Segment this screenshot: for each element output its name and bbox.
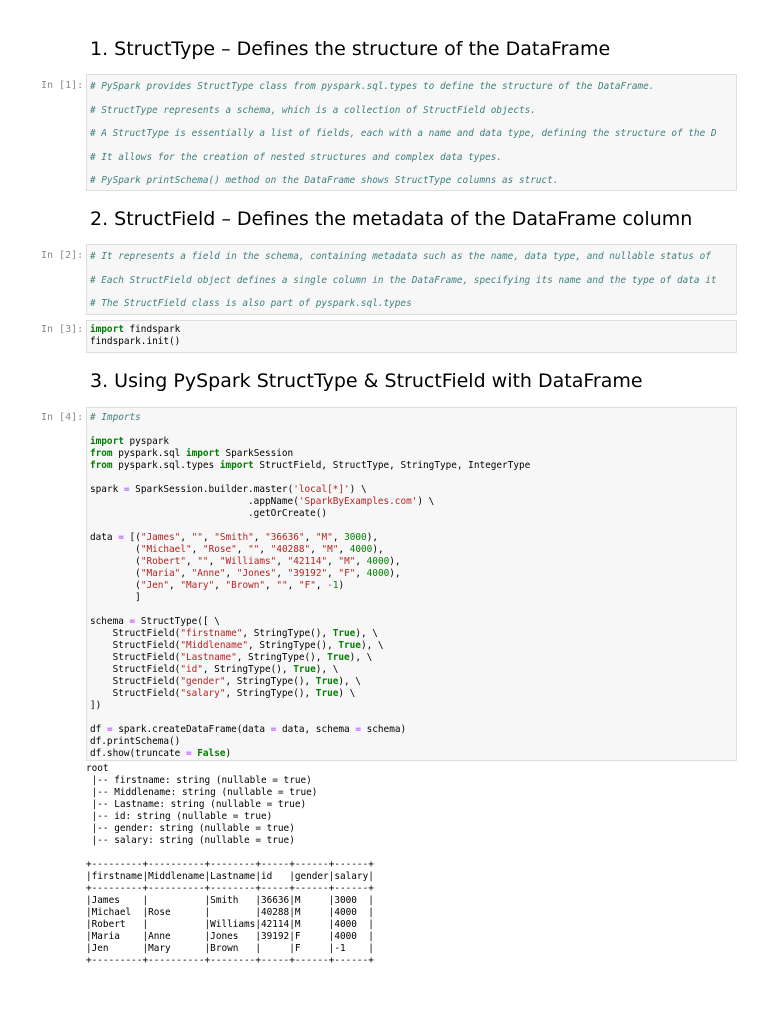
indent	[90, 556, 135, 567]
punct: (	[135, 568, 141, 579]
string-literal: "Maria"	[140, 568, 181, 579]
punct: ,	[208, 556, 220, 567]
code-text: findspark	[123, 324, 181, 335]
string-literal: "firstname"	[180, 628, 243, 639]
heading-using-structtype: 3. Using PySpark StructType & StructField with DataFrame	[90, 370, 643, 392]
data-rows	[90, 532, 401, 591]
data-row	[90, 568, 401, 579]
string-literal: "39192"	[287, 568, 328, 579]
code-text: ,	[327, 640, 339, 651]
operator: =	[123, 484, 130, 495]
code-text: SparkSession	[219, 448, 294, 459]
code-text: ()	[293, 676, 305, 687]
keyword: True	[332, 628, 356, 639]
comment-line: # It represents a field in the schema, containing metadata such as the name, data type, and nullable status of	[90, 251, 711, 262]
code-text: StructField(	[90, 688, 181, 699]
code-text: schema)	[360, 724, 407, 735]
heading-structfield: 2. StructField – Defines the metadata of the DataFrame column	[90, 208, 693, 230]
schema-fields	[90, 628, 384, 699]
cell-prompt-4: In [4]:	[41, 412, 84, 423]
cell-4-output	[86, 763, 374, 967]
cell-2-source	[87, 245, 736, 315]
schema-field-line	[90, 676, 361, 687]
punct: ,	[236, 544, 249, 555]
string-literal: "James"	[140, 532, 181, 543]
output-line: +---------+----------+--------+-----+------+------+	[86, 955, 374, 966]
string-literal: "42114"	[287, 556, 328, 567]
punct: ,	[355, 568, 367, 579]
cell-prompt-3: In [3]:	[41, 324, 84, 335]
code-text: ()	[315, 508, 328, 519]
comment-line: # It allows for the creation of nested structures and complex data types.	[90, 151, 503, 163]
code-text: ), \	[355, 628, 378, 639]
schema-field-line	[90, 652, 372, 663]
string-literal: "Middlename"	[180, 640, 249, 651]
code-text: ), \	[338, 676, 361, 687]
keyword: import	[90, 324, 124, 335]
punct: ,	[169, 580, 181, 591]
code-text: ) \	[349, 484, 367, 495]
code-text: StructField, StructType, StringType, IntegerType	[253, 460, 531, 471]
code-text: .getOrCreate	[90, 508, 316, 519]
punct: ,	[180, 532, 192, 543]
code-text: df	[90, 724, 107, 735]
code-text: ]	[90, 592, 141, 603]
code-text: StructField(	[90, 640, 181, 651]
string-literal: "F"	[298, 580, 316, 591]
output-line: |Jen |Mary |Brown | |F |-1 |	[86, 943, 374, 954]
string-literal: "Robert"	[140, 556, 186, 567]
punct: (	[135, 532, 141, 543]
code-text: pyspark.sql	[112, 448, 186, 459]
keyword: True	[338, 640, 361, 651]
code-text: ()	[169, 336, 181, 347]
comment-line: # PySpark provides StructType class from pyspark.sql.types to define the structure of the DataFrame.	[90, 81, 655, 92]
string-literal: "M"	[315, 532, 333, 543]
string-literal: "Mary"	[180, 580, 215, 591]
string-literal: "Michael"	[140, 544, 192, 555]
number-literal: 1	[332, 580, 339, 591]
string-literal: "Williams"	[219, 556, 277, 567]
string-literal: "40288"	[270, 544, 311, 555]
code-text: ()	[315, 640, 328, 651]
punct: ),	[372, 544, 384, 555]
punct: ,	[265, 580, 277, 591]
code-cell-2[interactable]	[86, 244, 737, 315]
operator: =	[118, 532, 124, 543]
comment-line: # PySpark printSchema() method on the DataFrame shows StructType columns as struct.	[90, 175, 559, 186]
string-literal: ""	[276, 580, 288, 591]
punct: (	[135, 556, 141, 567]
code-text: df.printSchema	[90, 736, 170, 747]
keyword: from	[90, 448, 113, 459]
string-literal: "M"	[321, 544, 339, 555]
string-literal: "Jones"	[236, 568, 277, 579]
punct: ,	[202, 532, 215, 543]
code-text: , StringType	[242, 628, 311, 639]
string-literal: "M"	[338, 556, 356, 567]
code-text: ,	[321, 628, 333, 639]
number-literal: 4000	[349, 544, 373, 555]
comment-line: # A StructType is essentially a list of fields, each with a name and data type, defining the structure of the D	[90, 128, 717, 139]
punct: ,	[214, 580, 226, 591]
keyword: True	[293, 664, 316, 675]
data-row	[90, 580, 344, 591]
string-literal: "Smith"	[214, 532, 254, 543]
code-text: ])	[90, 700, 102, 711]
punct: ,	[315, 580, 328, 591]
data-row	[90, 544, 384, 555]
data-row	[90, 556, 401, 567]
cell-prompt-1: In [1]:	[41, 80, 84, 91]
punct: ,	[338, 544, 350, 555]
code-text: ), \	[315, 664, 339, 675]
code-text: .appName(	[90, 496, 299, 507]
output-line: |-- firstname: string (nullable = true)	[91, 775, 312, 786]
code-text: StructField(	[90, 628, 181, 639]
operator: =	[185, 748, 192, 759]
number-literal: 3000	[344, 532, 367, 543]
code-text: ,	[304, 688, 316, 699]
code-text: spark	[90, 484, 124, 495]
operator: -	[327, 580, 333, 591]
code-text: ,	[304, 676, 316, 687]
code-text: pyspark	[123, 436, 170, 447]
keyword: True	[327, 652, 350, 663]
output-line: |Michael |Rose | |40288|M |4000 |	[86, 907, 374, 918]
punct: ,	[191, 544, 203, 555]
output-line: +---------+----------+--------+-----+------+------+	[86, 883, 374, 894]
string-literal: "F"	[338, 568, 356, 579]
keyword: False	[197, 748, 226, 759]
keyword: import	[185, 448, 220, 459]
code-text: StructField(	[90, 664, 181, 675]
cell-3-source	[87, 321, 736, 348]
output-line: root	[86, 763, 109, 774]
comment-line: # Each StructField object defines a single column in the DataFrame, specifying its name and the type of data it	[90, 274, 717, 286]
indent	[90, 568, 135, 579]
code-cell-1[interactable]	[86, 74, 737, 191]
output-line: +---------+----------+--------+-----+------+------+	[86, 859, 374, 870]
comment-line: # StructType represents a schema, which is a collection of StructField objects.	[90, 104, 536, 116]
string-literal: 'SparkByExamples.com'	[298, 496, 418, 507]
number-literal: 4000	[366, 568, 390, 579]
code-text: )	[225, 748, 232, 759]
output-line: |Robert | |Williams|42114|M |4000 |	[86, 919, 374, 930]
keyword: from	[90, 460, 113, 471]
punct: ,	[287, 580, 299, 591]
data-row	[135, 532, 378, 543]
cell-4-source	[87, 408, 736, 760]
string-literal: 'local[*]'	[293, 484, 350, 495]
code-text: ,	[315, 652, 328, 663]
punct: )	[338, 580, 345, 591]
code-cell-3[interactable]	[86, 320, 737, 353]
code-text: data	[90, 532, 119, 543]
number-literal: 4000	[366, 556, 390, 567]
output-line: |Maria |Anne |Jones |39192|F |4000 |	[86, 931, 374, 942]
code-text: ), \	[360, 640, 384, 651]
code-text: ) \	[417, 496, 435, 507]
code-text: StructField(	[90, 676, 181, 687]
punct: ,	[253, 532, 266, 543]
punct: ,	[327, 556, 339, 567]
indent	[90, 580, 135, 591]
code-text: , StringType	[248, 640, 316, 651]
code-text: , StringType	[236, 652, 305, 663]
schema-field-line	[90, 664, 338, 675]
code-text: ()	[270, 664, 282, 675]
code-text: df.show(truncate	[90, 748, 186, 759]
operator: =	[270, 724, 277, 735]
keyword: import	[219, 460, 254, 471]
output-line: |James | |Smith |36636|M |3000 |	[86, 895, 374, 906]
code-text: ()	[169, 736, 181, 747]
indent	[90, 544, 135, 555]
string-literal: "36636"	[265, 532, 305, 543]
operator: =	[355, 724, 361, 735]
heading-structtype: 1. StructType – Defines the structure of the DataFrame	[90, 38, 611, 60]
string-literal: ""	[197, 556, 209, 567]
punct: ,	[332, 532, 345, 543]
code-text: findspark.init	[90, 336, 170, 347]
code-cell-4[interactable]	[86, 407, 737, 761]
punct: ,	[259, 544, 271, 555]
string-literal: ""	[191, 532, 203, 543]
code-text: schema	[90, 616, 130, 627]
code-text: , StringType	[225, 688, 294, 699]
punct: (	[135, 544, 141, 555]
output-line: |-- gender: string (nullable = true)	[91, 823, 295, 834]
code-text: ) \	[338, 688, 356, 699]
keyword: True	[315, 688, 339, 699]
output-line: |-- id: string (nullable = true)	[91, 811, 273, 822]
code-text: , StringType	[225, 676, 294, 687]
output-line: |firstname|Middlename|Lastname|id |gender|salary|	[86, 871, 374, 882]
string-literal: "Anne"	[191, 568, 226, 579]
output-line: |-- salary: string (nullable = true)	[91, 835, 295, 846]
code-text: StructType([ \	[135, 616, 220, 627]
punct: ,	[276, 568, 288, 579]
comment-line: # The StructField class is also part of pyspark.sql.types	[90, 298, 412, 309]
string-literal: "Rose"	[202, 544, 237, 555]
code-text: [	[123, 532, 136, 543]
comment-line: # Imports	[90, 412, 141, 423]
punct: ,	[355, 556, 367, 567]
punct: ,	[185, 556, 198, 567]
string-literal: "salary"	[180, 688, 226, 699]
code-text: ,	[281, 664, 294, 675]
punct: ,	[310, 544, 322, 555]
keyword: import	[90, 436, 124, 447]
string-literal: "Brown"	[225, 580, 266, 591]
operator: =	[106, 724, 113, 735]
schema-field-line	[90, 688, 355, 699]
cell-1-source	[87, 75, 736, 191]
punct: ),	[389, 556, 401, 567]
string-literal: "Jen"	[140, 580, 170, 591]
code-text: StructField(	[90, 652, 181, 663]
punct: ),	[366, 532, 378, 543]
punct: ,	[276, 556, 288, 567]
operator: =	[129, 616, 136, 627]
punct: ,	[327, 568, 339, 579]
code-text: , StringType	[202, 664, 271, 675]
code-text: ), \	[349, 652, 373, 663]
keyword: True	[315, 676, 339, 687]
punct: ,	[304, 532, 316, 543]
punct: (	[135, 580, 141, 591]
string-literal: ""	[248, 544, 260, 555]
code-text: ()	[293, 688, 305, 699]
output-line: |-- Lastname: string (nullable = true)	[91, 799, 307, 810]
code-text: spark.createDataFrame(data	[112, 724, 271, 735]
punct: ,	[180, 568, 192, 579]
string-literal: "Lastname"	[180, 652, 237, 663]
code-text: pyspark.sql.types	[112, 460, 220, 471]
code-text: SparkSession.builder.master(	[129, 484, 294, 495]
code-text: ()	[304, 652, 316, 663]
schema-field-line	[90, 628, 378, 639]
string-literal: "gender"	[180, 676, 226, 687]
punct: ),	[389, 568, 401, 579]
code-text: ()	[310, 628, 322, 639]
code-text: data, schema	[276, 724, 356, 735]
output-line: |-- Middlename: string (nullable = true)	[91, 787, 318, 798]
punct: ,	[225, 568, 237, 579]
schema-field-line	[90, 640, 384, 651]
string-literal: "id"	[180, 664, 203, 675]
cell-prompt-2: In [2]:	[41, 250, 84, 261]
